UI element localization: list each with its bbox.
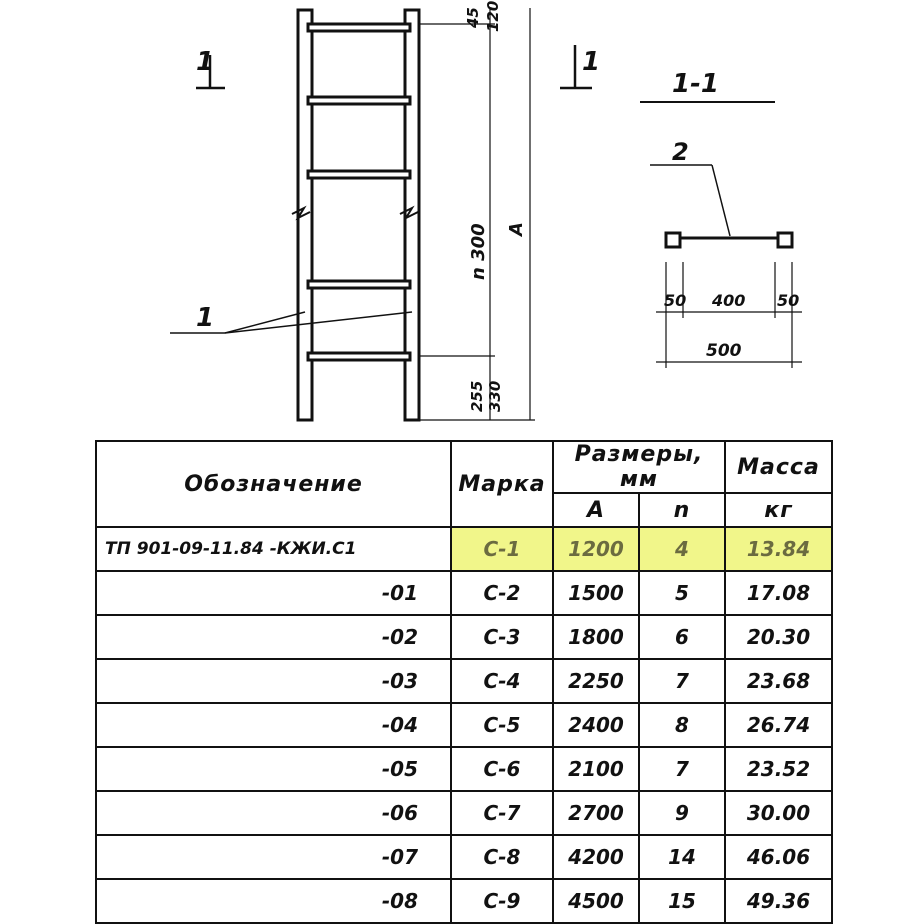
- cell-n: 9: [639, 791, 725, 835]
- cell-mass: 20.30: [725, 615, 832, 659]
- cell-mark: С-4: [451, 659, 553, 703]
- section-title: 1-1: [672, 69, 719, 99]
- spec-table-wrapper: [95, 440, 831, 913]
- dim-400: 400: [712, 291, 746, 310]
- cell-mass: 13.84: [725, 527, 832, 571]
- cell-mark: С-9: [451, 879, 553, 923]
- dim-top-a: 45: [464, 7, 482, 28]
- cell-A: 2700: [553, 791, 639, 835]
- cell-A: 2400: [553, 703, 639, 747]
- table-row: [96, 527, 832, 571]
- cell-mark: С-1: [451, 527, 553, 571]
- cell-designation: -04: [96, 703, 451, 747]
- cell-A: 4200: [553, 835, 639, 879]
- cell-mass: 26.74: [725, 703, 832, 747]
- cell-A: 1500: [553, 571, 639, 615]
- cell-mark: С-7: [451, 791, 553, 835]
- header-sizes: Размеры, мм: [553, 441, 725, 493]
- table-row: [96, 659, 832, 703]
- section-detail: [650, 165, 802, 368]
- cell-A: 2250: [553, 659, 639, 703]
- dim-50-left: 50: [664, 291, 687, 310]
- cell-n: 7: [639, 659, 725, 703]
- dim-500: 500: [706, 341, 742, 361]
- cell-mark: С-5: [451, 703, 553, 747]
- cell-designation: -03: [96, 659, 451, 703]
- table-row: [96, 747, 832, 791]
- rung: [308, 353, 410, 360]
- cell-A: 1200: [553, 527, 639, 571]
- cell-A: 2100: [553, 747, 639, 791]
- section-label-left: 1: [196, 47, 215, 77]
- callout-part2: 2: [672, 138, 689, 166]
- cell-n: 6: [639, 615, 725, 659]
- cell-n: 5: [639, 571, 725, 615]
- cell-mass: 30.00: [725, 791, 832, 835]
- dim-A: A: [506, 222, 527, 236]
- cell-n: 4: [639, 527, 725, 571]
- cell-designation: -07: [96, 835, 451, 879]
- header-mass: Масса: [725, 441, 832, 493]
- cell-mass: 23.68: [725, 659, 832, 703]
- cell-designation: -08: [96, 879, 451, 923]
- cell-designation: ТП 901-09-11.84 -КЖИ.С1: [96, 527, 451, 571]
- cell-mass: 49.36: [725, 879, 832, 923]
- rung: [308, 24, 410, 31]
- dim-50-right: 50: [777, 291, 800, 310]
- cell-mark: С-3: [451, 615, 553, 659]
- cell-A: 1800: [553, 615, 639, 659]
- dim-bottom-a: 255: [468, 380, 486, 412]
- cell-mark: С-6: [451, 747, 553, 791]
- table-row: [96, 791, 832, 835]
- dim-n300: n 300: [468, 223, 489, 280]
- cell-mass: 23.52: [725, 747, 832, 791]
- cell-designation: -05: [96, 747, 451, 791]
- table-row: [96, 703, 832, 747]
- cell-designation: -01: [96, 571, 451, 615]
- table-row: [96, 879, 832, 923]
- spec-table: [95, 440, 833, 924]
- table-row: [96, 615, 832, 659]
- break-mark-left: [292, 208, 310, 218]
- cell-mass: 17.08: [725, 571, 832, 615]
- dimension-lines: [420, 8, 535, 420]
- header-col-n: n: [639, 493, 725, 527]
- header-mass-unit: кг: [725, 493, 832, 527]
- cell-A: 4500: [553, 879, 639, 923]
- cell-n: 8: [639, 703, 725, 747]
- table-row: [96, 571, 832, 615]
- cell-designation: -06: [96, 791, 451, 835]
- cell-mass: 46.06: [725, 835, 832, 879]
- break-mark-right: [400, 208, 418, 218]
- rung: [308, 97, 410, 104]
- header-col-A: А: [553, 493, 639, 527]
- table-row: [96, 835, 832, 879]
- cell-n: 15: [639, 879, 725, 923]
- cell-designation: -02: [96, 615, 451, 659]
- cell-mark: С-8: [451, 835, 553, 879]
- section-label-right: 1: [582, 47, 601, 77]
- dim-bottom-b: 330: [486, 380, 504, 412]
- dim-top-b: 120: [484, 0, 502, 32]
- header-mark: Марка: [451, 441, 553, 527]
- cell-n: 14: [639, 835, 725, 879]
- rung: [308, 281, 410, 288]
- callout-part1: 1: [196, 303, 215, 333]
- header-designation: Обозначение: [96, 441, 451, 527]
- rung: [308, 171, 410, 178]
- cell-mark: С-2: [451, 571, 553, 615]
- ladder-rungs: [308, 24, 410, 360]
- cell-n: 7: [639, 747, 725, 791]
